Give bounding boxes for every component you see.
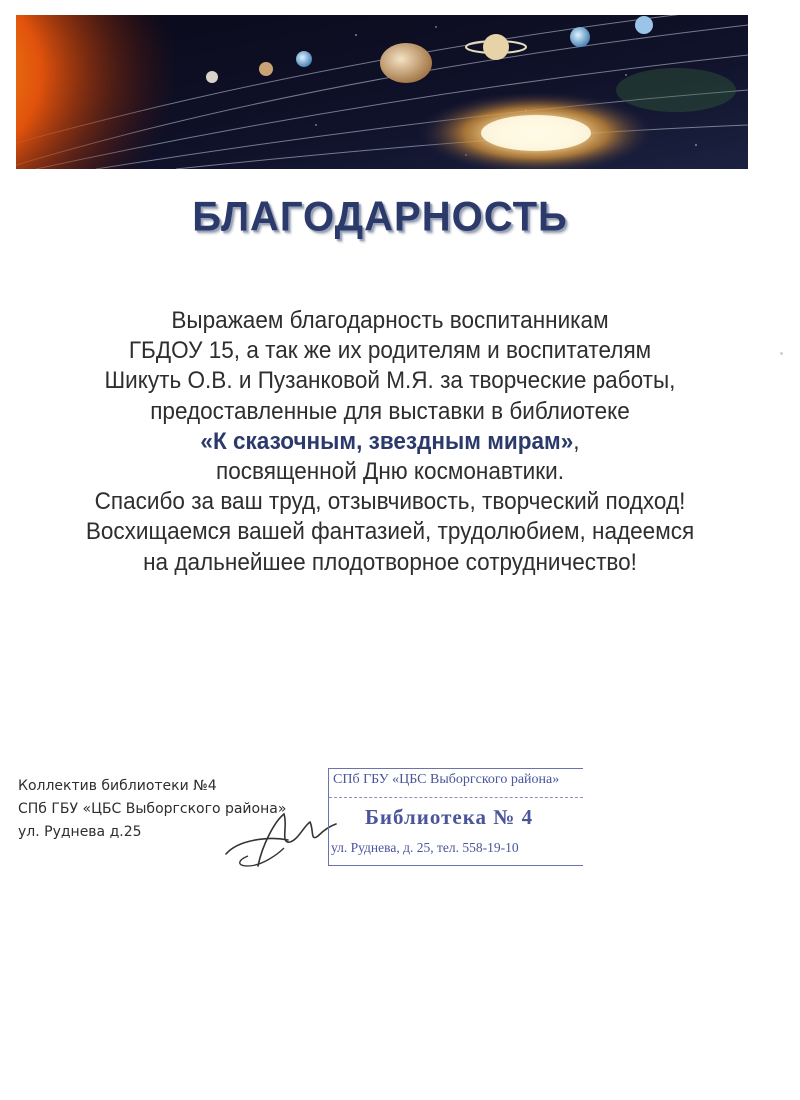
exhibition-suffix: , <box>573 427 580 455</box>
scan-speck <box>780 352 783 355</box>
stamp-title: Библиотека № 4 <box>365 805 534 829</box>
message-line: ГБДОУ 15, а так же их родителям и воспитателям <box>128 337 652 365</box>
message-line: Шикуть О.В. и Пузанковой М.Я. за творческие работы, <box>104 367 676 395</box>
sender-line: Коллектив библиотеки №4 <box>18 778 217 794</box>
message-line: Восхищаемся вашей фантазией, трудолюбием, надеемся <box>85 518 695 546</box>
message-line: посвященной Дню космонавтики. <box>216 458 564 486</box>
message-line: Выражаем благодарность воспитанникам <box>171 307 609 334</box>
sender-line: СПб ГБУ «ЦБС Выборгского района» <box>18 801 287 817</box>
stamp-line: ул. Руднева, д. 25, тел. 558-19-10 <box>331 840 519 855</box>
stamp-line: СПб ГБУ «ЦБС Выборгского района» <box>333 772 560 787</box>
exhibition-name: «К сказочным, звездным мирам» <box>200 427 574 455</box>
exhibition-line <box>50 427 731 457</box>
sender-line: ул. Руднева д.25 <box>18 824 142 840</box>
solar-system-image <box>16 15 748 169</box>
solar-system-banner <box>16 15 748 169</box>
message-line: предоставленные для выставки в библиотеке <box>150 397 630 425</box>
message-line: на дальнейшее плодотворное сотрудничество! <box>143 548 637 576</box>
message-line: Спасибо за ваш труд, отзывчивость, творческий подход! <box>94 488 686 516</box>
library-stamp <box>328 768 583 866</box>
page-title: БЛАГОДАРНОСТЬ <box>192 193 568 241</box>
thank-you-message <box>50 306 731 578</box>
